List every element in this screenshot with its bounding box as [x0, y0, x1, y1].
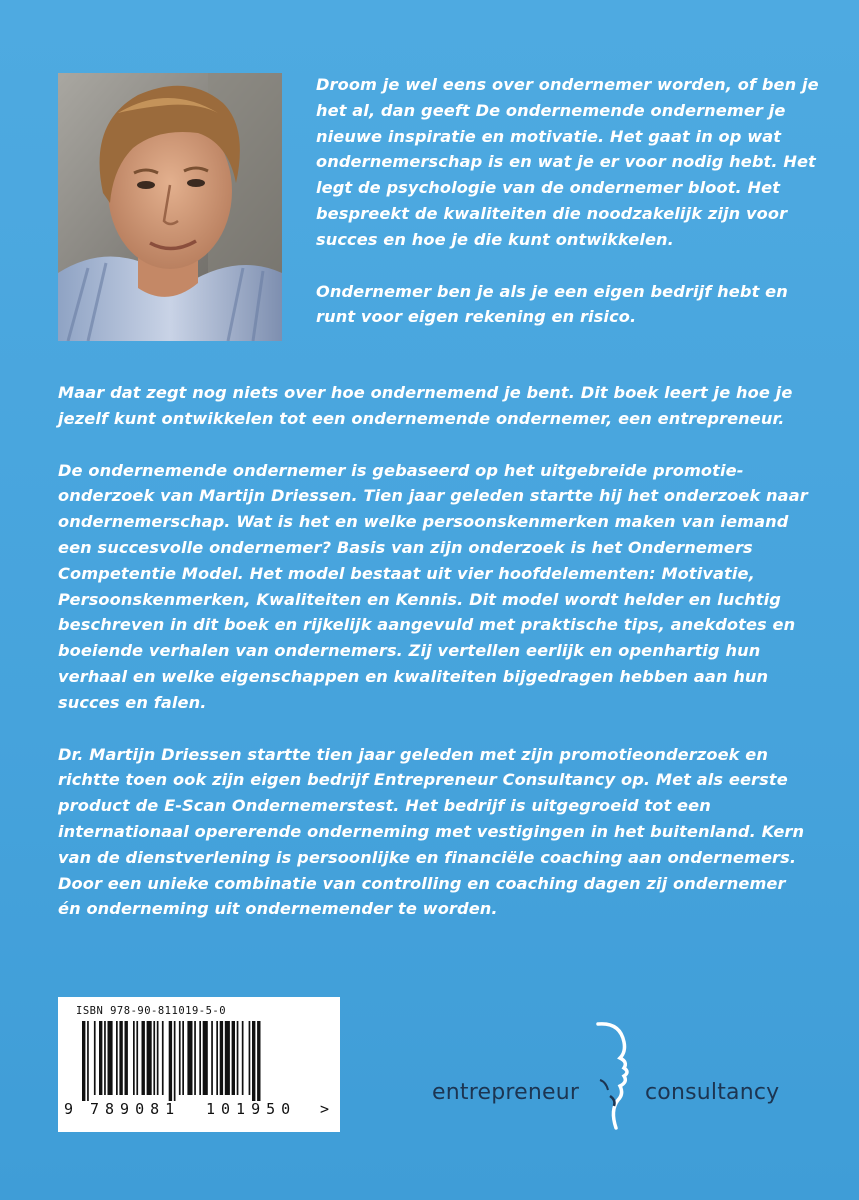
barcode-group-right: 101950	[206, 1100, 297, 1118]
barcode-bar	[199, 1021, 201, 1095]
face-profile-icon	[590, 1020, 645, 1135]
barcode-bar	[242, 1021, 244, 1095]
barcode-bar	[157, 1021, 159, 1095]
barcode-bar	[237, 1021, 239, 1095]
barcode-bar	[182, 1021, 184, 1095]
intro-paragraph-2: Ondernemer ben je als je een eigen bedrijf hebt en runt voor eigen rekening en risico.	[316, 281, 788, 327]
barcode-bar	[133, 1021, 135, 1095]
barcode-bar	[216, 1021, 218, 1095]
barcode-bar	[104, 1021, 106, 1095]
barcode-bar	[252, 1021, 255, 1101]
logo-word-left: entrepreneur	[432, 1080, 580, 1105]
isbn-label: ISBN 978-90-811019-5-0	[76, 1005, 227, 1017]
barcode-bar	[125, 1021, 128, 1095]
barcode-bar	[225, 1021, 230, 1095]
barcode-bar	[162, 1021, 164, 1095]
barcode-bar	[153, 1021, 155, 1095]
barcode-bar	[94, 1021, 96, 1095]
barcode-bar	[174, 1021, 176, 1101]
author-photo	[58, 73, 282, 341]
barcode-bar	[257, 1021, 260, 1101]
barcode-bar	[249, 1021, 251, 1095]
company-logo	[432, 1020, 812, 1135]
barcode-bar	[119, 1021, 122, 1095]
body-paragraph-3: Dr. Martijn Driessen startte tien jaar geleden met zijn promotieonderzoek en richtte toen ook zijn eigen bedrijf Entrepreneur Consultancy op. Met als eerste product de E-Scan Ondernemerstest. Het bedrijf is uitgegroeid tot een internationaal opererende onderneming met vestigingen in het buitenland. Kern van de dienstverlening is persoonlijke en financiële coaching aan ondernemers. Door een unieke combinatie van controlling en coaching dagen zij ondernemer én onderneming uit ondernemender te worden.	[58, 744, 805, 919]
barcode-bar	[147, 1021, 152, 1095]
isbn-barcode	[58, 997, 340, 1132]
barcode-bar	[136, 1021, 138, 1095]
body-paragraph-1: Maar dat zegt nog niets over hoe ondernemend je bent. Dit boek leert je hoe je jezelf kunt ontwikkelen tot een ondernemende ondernemer, een entrepreneur.	[58, 383, 793, 428]
barcode-quiet-mark: >	[320, 1100, 330, 1118]
intro-text	[316, 72, 821, 330]
barcode-bar	[203, 1021, 208, 1095]
barcode-bar	[187, 1021, 192, 1095]
logo-word-right: consultancy	[645, 1080, 780, 1105]
body-text	[58, 380, 808, 922]
barcode-bar	[116, 1021, 118, 1095]
barcode-bar	[169, 1021, 172, 1101]
barcode-group-left: 789081	[90, 1100, 181, 1118]
barcode-bar	[220, 1021, 223, 1095]
body-paragraph-2: De ondernemende ondernemer is gebaseerd op het uitgebreide promotie-onderzoek van Martijn Driessen. Tien jaar geleden startte hij het onderzoek naar ondernemerschap. Wat is het en welke persoonskenmerken maken van iemand een succesvolle ondernemer? Basis van zijn onderzoek is het Ondernemers Competentie Model. Het model bestaat uit vier hoofdelementen: Motivatie, Persoonskenmerken, Kwaliteiten en Kennis. Dit model wordt helder en luchtig beschreven in dit boek en rijkelijk aangevuld met praktische tips, anekdotes en boeiende verhalen van ondernemers. Zij vertellen eerlijk en openhartig hun verhaal en welke eigenschappen en kwaliteiten bijgedragen hebben aan hun succes en falen.	[58, 460, 808, 712]
barcode-bar	[179, 1021, 181, 1095]
barcode-bar	[232, 1021, 235, 1095]
barcode-bar	[82, 1021, 85, 1101]
barcode-bar	[108, 1021, 113, 1095]
barcode-bar	[211, 1021, 213, 1095]
intro-paragraph-1: Droom je wel eens over ondernemer worden, of ben je het al, dan geeft De ondernemende ondernemer je nieuwe inspiratie en motivatie. Het gaat in op wat ondernemerschap is en wat je er voor nodig hebt. Het legt de psychologie van de ondernemer bloot. Het bespreekt de kwaliteiten die noodzakelijk zijn voor succes en hoe je die kunt ontwikkelen.	[316, 75, 819, 249]
barcode-bar	[99, 1021, 102, 1095]
barcode-bar	[142, 1021, 145, 1095]
barcode-bars	[68, 1021, 330, 1101]
barcode-digit-first: 9	[64, 1100, 74, 1118]
barcode-bar	[87, 1021, 89, 1101]
barcode-bar	[194, 1021, 196, 1095]
